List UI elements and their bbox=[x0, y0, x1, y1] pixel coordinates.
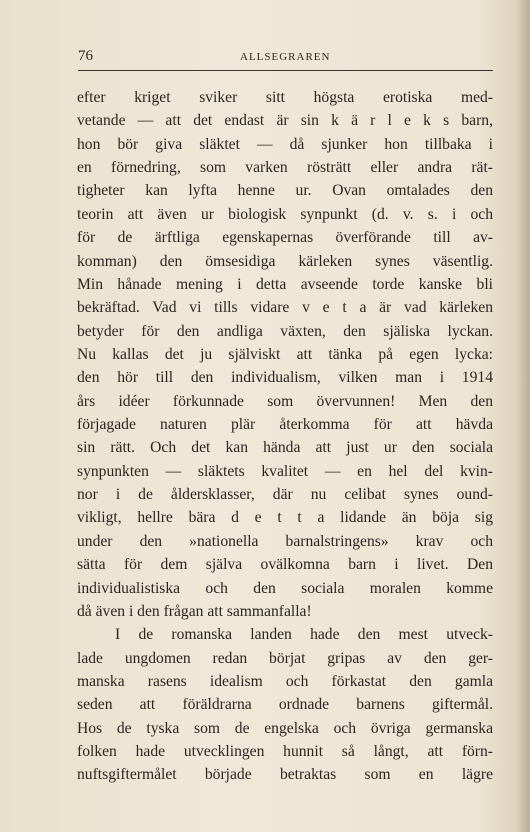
page-header bbox=[78, 46, 493, 68]
text-line: förjagade naturen plär återkomma för att hävda bbox=[77, 416, 493, 434]
text-line: seden att föräldrarna ordnade barnens giftermål. bbox=[77, 696, 493, 714]
text-line: för de ärftliga egenskapernas överförande till av- bbox=[77, 229, 493, 247]
text-line: folken hade utvecklingen hunnit så långt, att förn- bbox=[77, 743, 493, 761]
text-line: den hör till den individualism, vilken man i 1914 bbox=[77, 369, 493, 387]
text-line: manska rasens idealism och förkastat den gamla bbox=[77, 672, 493, 690]
running-head: ALLSEGRAREN bbox=[240, 51, 331, 63]
text-line: vetande — att det endast är sin k ä r l e k s barn, bbox=[77, 112, 493, 130]
text-line: års idéer förkunnade som övervunnen! Men den bbox=[77, 392, 493, 410]
text-line: nuftsgiftermålet började betraktas som en lägre bbox=[77, 766, 493, 784]
text-line: Min hånade mening i detta avseende torde kanske bli bbox=[77, 275, 493, 293]
text-line: hon bör giva släktet — då sjunker hon tillbaka i bbox=[77, 135, 493, 153]
text-line: sin rätt. Och det kan hända att just ur den sociala bbox=[77, 439, 493, 457]
text-line: betyder för den andliga växten, den själiska lyckan. bbox=[77, 322, 493, 340]
text-line: Hos de tyska som de engelska och övriga germanska bbox=[77, 719, 493, 737]
paragraph-last-line: då även i den frågan att sammanfalla! bbox=[77, 602, 312, 620]
text-line: vikligt, hellre bära d e t t a lidande än böja sig bbox=[77, 509, 493, 527]
text-line: individualistiska och den sociala moralen komme bbox=[77, 579, 493, 597]
header-rule bbox=[78, 70, 493, 71]
paragraph-first-line: I de romanska landen hade den mest utveck- bbox=[115, 626, 493, 644]
text-line: efter kriget sviker sitt högsta erotiska med- bbox=[77, 89, 493, 106]
text-line: tigheter kan lyfta henne ur. Ovan omtalades den bbox=[77, 182, 493, 200]
text-line: bekräftad. Vad vi tills vidare v e t a är vad kärleken bbox=[77, 299, 493, 317]
text-line: en förnedring, som varken rösträtt eller andra rät- bbox=[77, 159, 493, 177]
text-line: Nu kallas det ju själviskt att tänka på egen lycka: bbox=[77, 345, 493, 363]
text-line: komman) den ömsesidiga kärleken synes väsentlig. bbox=[77, 252, 493, 270]
text-line: under den »nationella barnalstringens» krav och bbox=[77, 532, 493, 550]
text-line: teorin att även ur biologisk synpunkt (d. v. s. i och bbox=[77, 205, 493, 223]
body-text bbox=[77, 86, 493, 787]
text-line: sätta för dem själva ovälkomna barn i livet. Den bbox=[77, 556, 493, 574]
text-line: nor i de åldersklasser, där nu celibat synes ound- bbox=[77, 486, 493, 504]
text-line: synpunkten — släktets kvalitet — en hel del kvin- bbox=[77, 462, 493, 480]
page-number: 76 bbox=[78, 48, 93, 64]
page-edge-shadow bbox=[516, 0, 530, 832]
text-line: lade ungdomen redan börjat gripas av den ger- bbox=[77, 649, 493, 667]
